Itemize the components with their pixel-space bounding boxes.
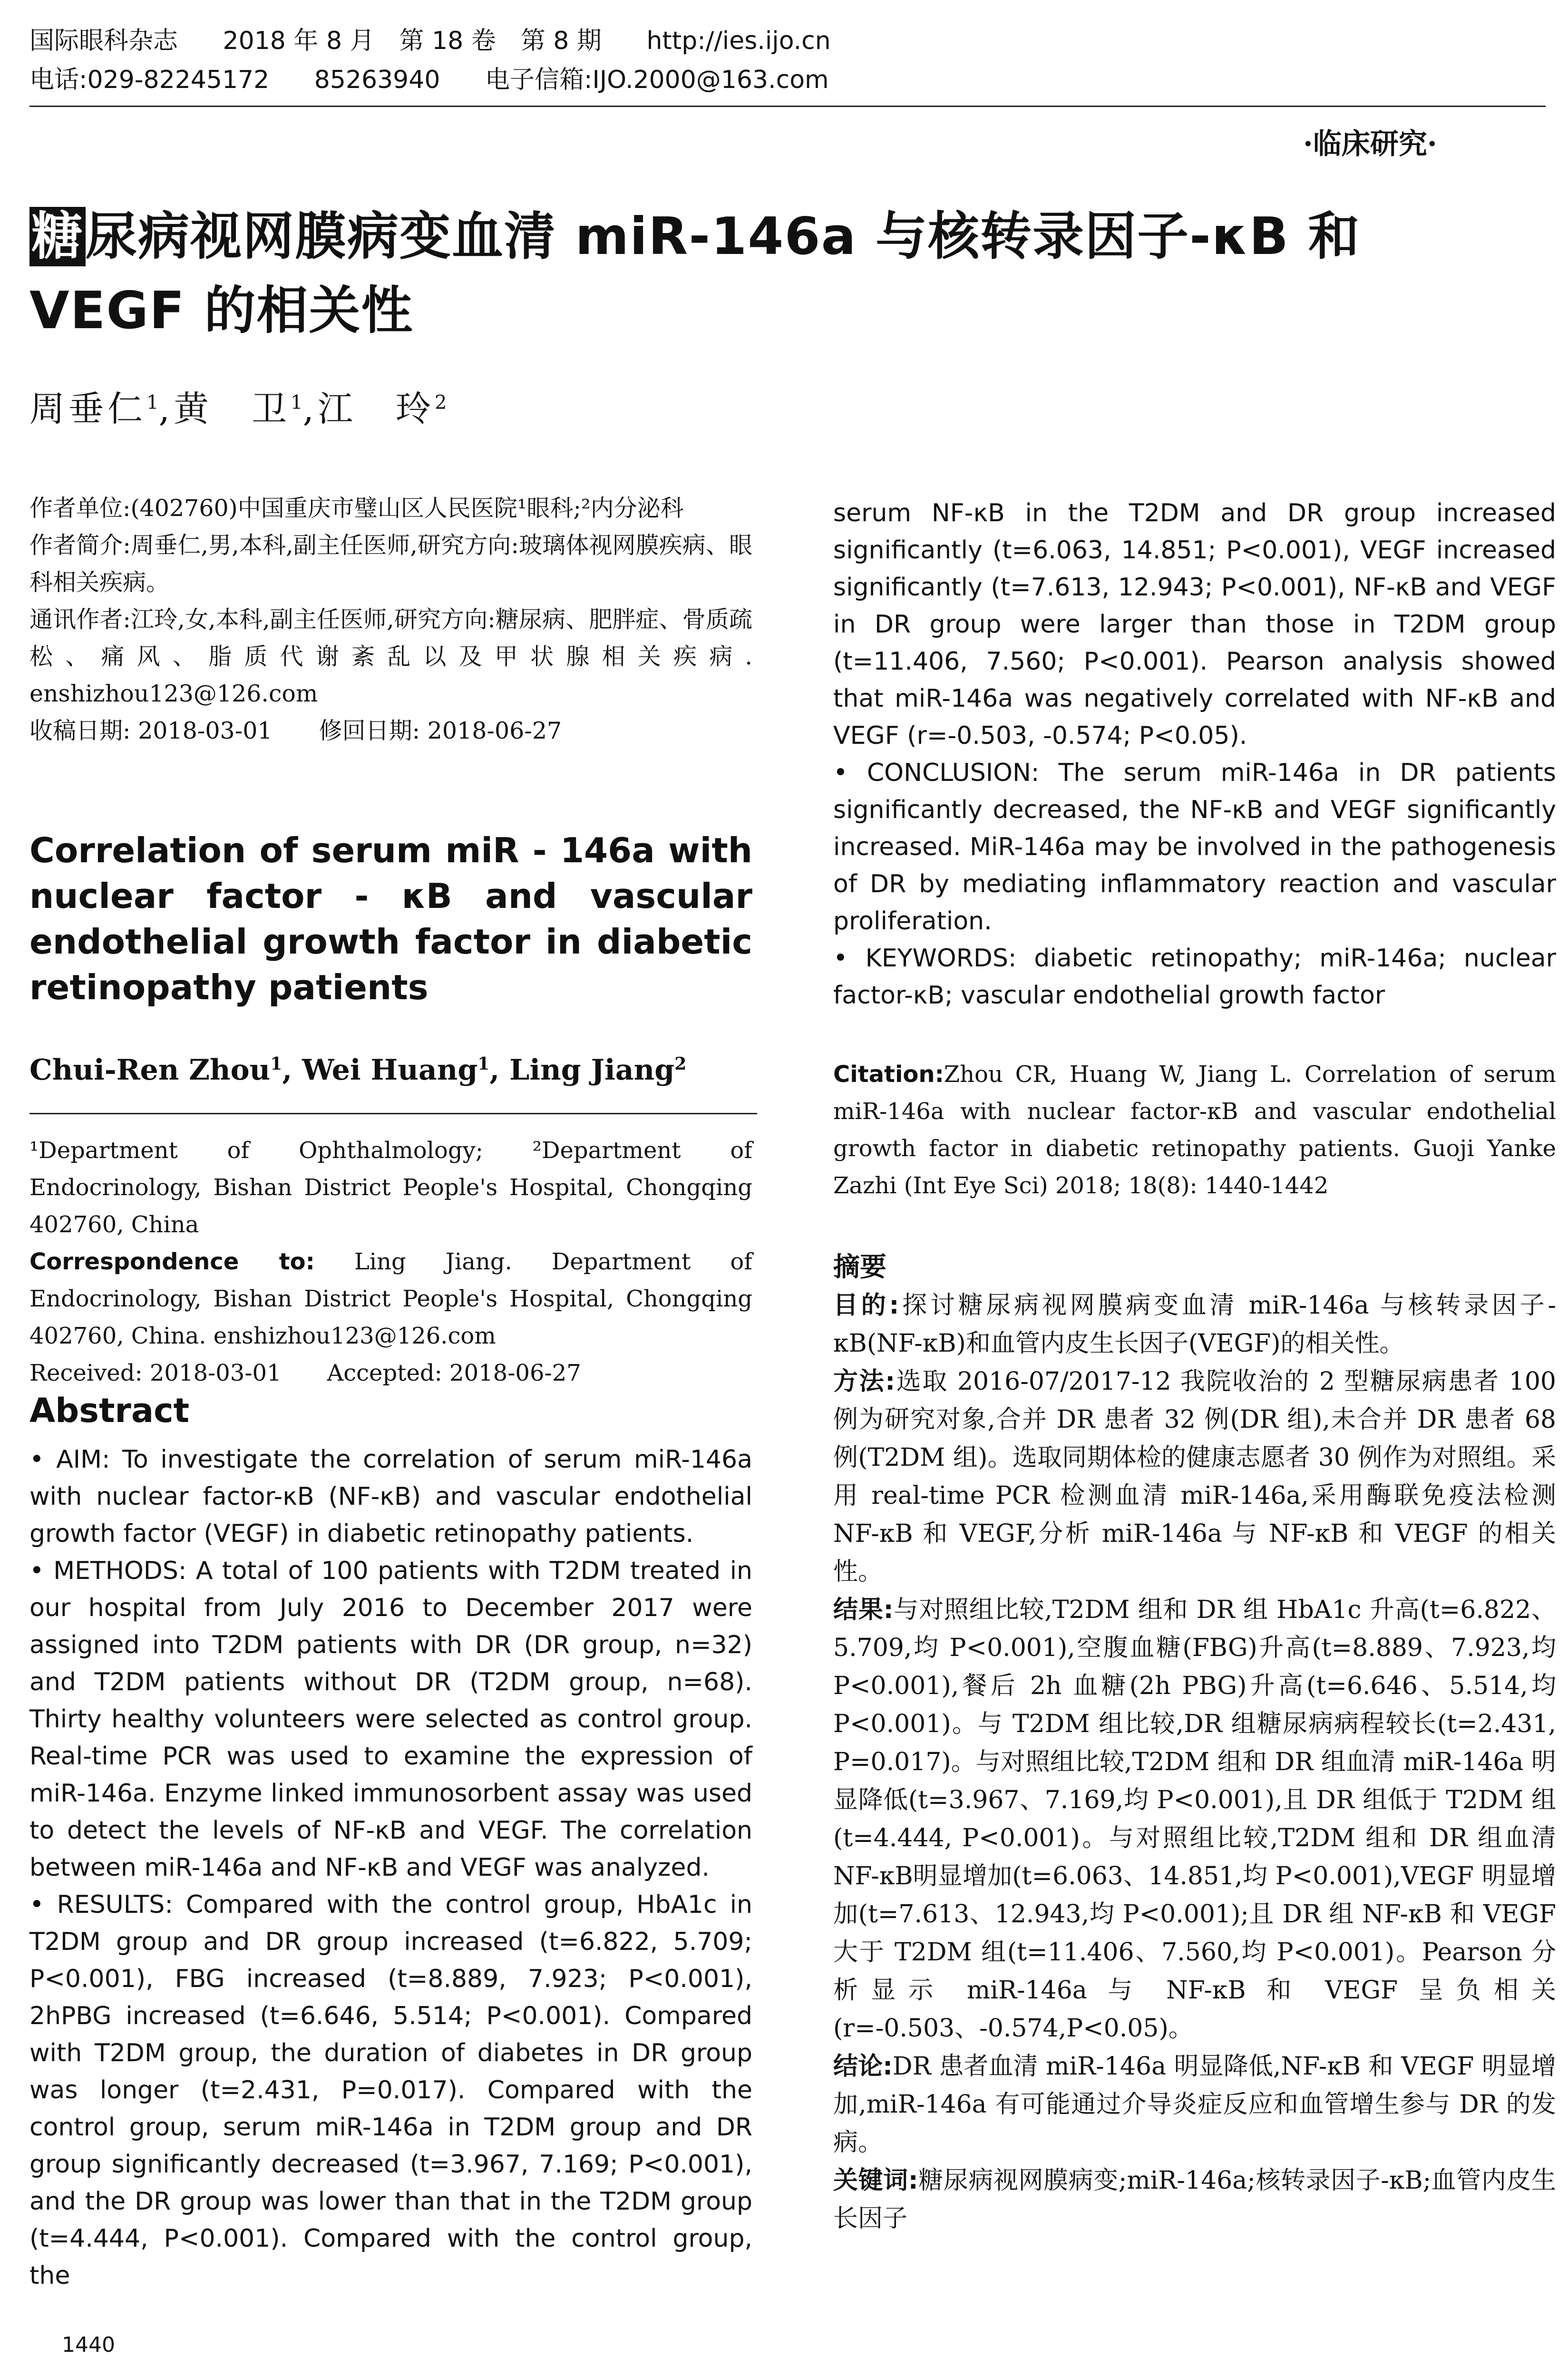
- email[interactable]: 电子信箱:IJO.2000@163.com: [485, 66, 829, 94]
- journal-name: 国际眼科杂志: [29, 27, 178, 55]
- abstract-conclusion: • CONCLUSION: The serum miR-146a in DR patients significantly decreased, the NF-κB and VEGF significantly increased. MiR-146a may be involved in the pathogenesis of DR by mediating inflammatory reaction and vascular proliferation.: [833, 759, 1556, 935]
- author-cn-1-sup: 1: [146, 391, 159, 414]
- article-title-en: Correlation of serum miR - 146a with nuclear factor - κB and vascular endothelial growth factor in diabetic retinopathy patients: [29, 830, 752, 1007]
- dates-cn: 收稿日期: 2018-03-01 修回日期: 2018-06-27: [29, 717, 562, 744]
- results-text-cn: 与对照组比较,T2DM 组和 DR 组 HbA1c 升高(t=6.822、5.709,均 P<0.001),空腹血糖(FBG)升高(t=8.889、7.923,均 P<0.001),餐后 2h 血糖(2h PBG)升高(t=6.646、5.514,均 P<0.001)。与 T2DM 组比较,DR 组糖尿病病程较长(t=2.431, P=0.017)。与对照组比较,T2DM 组和 DR 组血清 miR-146a 明显降低(t=3.967、7.169,均 P<0.001),且 DR 组低于 T2DM 组(t=4.444, P<0.001)。与对照组比较,T2DM 组和 DR 组血清 NF-κB明显增加(t=6.063、14.851,均 P<0.001),VEGF 明显增加(t=7.613、12.943,均 P<0.001);且 DR 组 NF-κB 和 VEGF 大于 T2DM 组(t=11.406、7.560,均 P<0.001)。Pearson 分析显示 miR-146a 与 NF-κB 和 VEGF 呈负相关(r=-0.503、-0.574,P<0.05)。: [833, 1596, 1556, 2043]
- author-cn-3-sup: 2: [434, 391, 447, 414]
- author-cn-2: 黄 卫: [173, 389, 291, 429]
- aim-text-cn: 探讨糖尿病视网膜病变血清 miR-146a 与核转录因子-κB(NF-κB)和血管内皮生长因子(VEGF)的相关性。: [833, 1291, 1557, 1358]
- aim-label-cn: 目的:: [833, 1291, 899, 1320]
- abstract-methods: • METHODS: A total of 100 patients with T2DM treated in our hospital from July 2016 to December 2017 were assigned into T2DM patients with DR (DR group, n=32) and T2DM patients without DR (T2DM group, n=68). Thirty healthy volunteers were selected as control group. Real-time PCR was used to examine the expression of miR-146a. Enzyme linked immunosorbent assay was used to detect the levels of NF-κB and VEGF. The correlation between miR-146a and NF-κB and VEGF was analyzed.: [29, 1557, 752, 1882]
- correspondence-label: Correspondence to:: [29, 1248, 315, 1275]
- affiliation-cn: 作者单位:(402760)中国重庆市璧山区人民医院¹眼科;²内分泌科: [29, 495, 684, 522]
- abstract-cn-heading: 摘要: [833, 1252, 886, 1283]
- title-line-2: VEGF 的相关性: [29, 281, 414, 341]
- header-rule: [29, 106, 1546, 107]
- methods-label-cn: 方法:: [833, 1367, 895, 1396]
- author-en-1: Chui-Ren Zhou: [29, 1053, 271, 1087]
- author-en-1-sup: 1: [270, 1054, 282, 1074]
- conclusion-label-cn: 结论:: [833, 2052, 893, 2081]
- authors-cn: 周垂仁$^1$,黄 卫$^1$,江 玲$^2$: [29, 389, 447, 429]
- abstract-cn-results: [833, 1591, 1556, 2047]
- received-en: Received: 2018-03-01 Accepted: 2018-06-27: [29, 1360, 581, 1386]
- issue-info: 2018 年 8 月 第 18 卷 第 8 期: [223, 27, 602, 55]
- author-en-3-sup: 2: [674, 1054, 687, 1074]
- author-bio-cn: 作者简介:周垂仁,男,本科,副主任医师,研究方向:玻璃体视网膜疾病、眼科相关疾病。: [29, 532, 752, 596]
- abstract-cn-keywords: [833, 2162, 1556, 2238]
- abstract-en-right: [833, 495, 1556, 1014]
- affiliation-en: [29, 1132, 752, 1392]
- journal-header: [29, 25, 1542, 57]
- phone-2: 85263940: [314, 66, 440, 94]
- author-cn-1: 周垂仁: [29, 389, 146, 429]
- correspondence-en: Ling Jiang. Department of Endocrinology, Bishan District People's Hospital, Chongqing 402760, China. enshizhou123@126.com: [29, 1248, 752, 1349]
- departments-en: ¹Department of Ophthalmology; ²Department of Endocrinology, Bishan District People's Hospital, Chongqing 402760, China: [29, 1137, 752, 1238]
- section-label: ·临床研究·: [1303, 127, 1437, 161]
- authors-rule: [29, 1113, 757, 1114]
- conclusion-text-cn: DR 患者血清 miR-146a 明显降低,NF-κB 和 VEGF 明显增加,miR-146a 有可能通过介导炎症反应和血管增生参与 DR 的发病。: [833, 2052, 1557, 2157]
- author-en-2-sup: 1: [477, 1054, 490, 1074]
- abstract-en-left: [29, 1441, 752, 2294]
- abstract-cn-aim: [833, 1286, 1556, 1363]
- authors-en: Chui-Ren Zhou$^1$, Wei Huang$^1$, Ling Jiang$^2$: [29, 1053, 687, 1087]
- correspondence-cn: 通讯作者:江玲,女,本科,副主任医师,研究方向:糖尿病、肥胖症、骨质疏松、痛风、脂质代谢紊乱以及甲状腺相关疾病. enshizhou123@126.com: [29, 606, 752, 707]
- contact-header: [29, 64, 1542, 96]
- citation: [833, 1056, 1556, 1204]
- journal-url[interactable]: http://ies.ijo.cn: [646, 27, 831, 55]
- abstract-cn-conclusion: [833, 2047, 1556, 2162]
- author-en-2: Wei Huang: [302, 1053, 478, 1087]
- author-en-3: Ling Jiang: [509, 1053, 675, 1087]
- results-label-cn: 结果:: [833, 1596, 894, 1624]
- abstract-aim: • AIM: To investigate the correlation of serum miR-146a with nuclear factor-κB (NF-κB) and vascular endothelial growth factor (VEGF) in diabetic retinopathy patients.: [29, 1445, 752, 1548]
- keywords-label-cn: 关键词:: [833, 2166, 918, 2195]
- page-number: 1440: [62, 2333, 115, 2357]
- title-line-1: 尿病视网膜病变血清 miR-146a 与核转录因子-κB 和: [86, 207, 1361, 266]
- abstract-heading: Abstract: [29, 1391, 190, 1430]
- author-cn-3: 江 玲: [317, 389, 435, 429]
- author-info-cn: [29, 490, 752, 750]
- abstract-cn: [833, 1286, 1556, 2238]
- abstract-results-part2: serum NF-κB in the T2DM and DR group increased significantly (t=6.063, 14.851; P<0.001), VEGF increased significantly (t=7.613, 12.943; P<0.001), NF-κB and VEGF in DR group were larger than those in T2DM group (t=11.406, 7.560; P<0.001). Pearson analysis showed that miR-146a was negatively correlated with NF-κB and VEGF (r=-0.503, -0.574; P<0.05).: [833, 499, 1556, 750]
- citation-text: Zhou CR, Huang W, Jiang L. Correlation of serum miR-146a with nuclear factor-κB and vascular endothelial growth factor in diabetic retinopathy patients. Guoji Yanke Zazhi (Int Eye Sci) 2018; 18(8): 1440-1442: [833, 1061, 1556, 1199]
- citation-label: Citation:: [833, 1061, 944, 1088]
- abstract-results-part1: • RESULTS: Compared with the control group, HbA1c in T2DM group and DR group increased (t=6.822, 5.709; P<0.001), FBG increased (t=8.889, 7.923; P<0.001), 2hPBG increased (t=6.646, 5.514; P<0.001). Compared with T2DM group, the duration of diabetes in DR group was longer (t=2.431, P=0.017). Compared with the control group, serum miR-146a in T2DM group and DR group significantly decreased (t=3.967, 7.169; P<0.001), and the DR group was lower than that in the T2DM group (t=4.444, P<0.001). Compared with the control group, the: [29, 1890, 752, 2290]
- article-title-cn: [29, 200, 1547, 348]
- author-cn-2-sup: 1: [290, 391, 303, 414]
- methods-text-cn: 选取 2016-07/2017-12 我院收治的 2 型糖尿病患者 100 例为研究对象,合并 DR 患者 32 例(DR 组),未合并 DR 患者 68 例(T2DM 组)。选取同期体检的健康志愿者 30 例作为对照组。采用 real-time PCR 检测血清 miR-146a,采用酶联免疫法检测 NF-κB 和 VEGF,分析 miR-146a 与 NF-κB 和 VEGF 的相关性。: [833, 1367, 1557, 1586]
- title-first-char: 糖: [29, 207, 86, 266]
- phone: 电话:029-82245172: [29, 66, 270, 94]
- abstract-cn-methods: [833, 1363, 1556, 1591]
- abstract-keywords: • KEYWORDS: diabetic retinopathy; miR-146a; nuclear factor-κB; vascular endothelial growth factor: [833, 944, 1556, 1010]
- keywords-text-cn: 糖尿病视网膜病变;miR-146a;核转录因子-κB;血管内皮生长因子: [833, 2166, 1557, 2233]
